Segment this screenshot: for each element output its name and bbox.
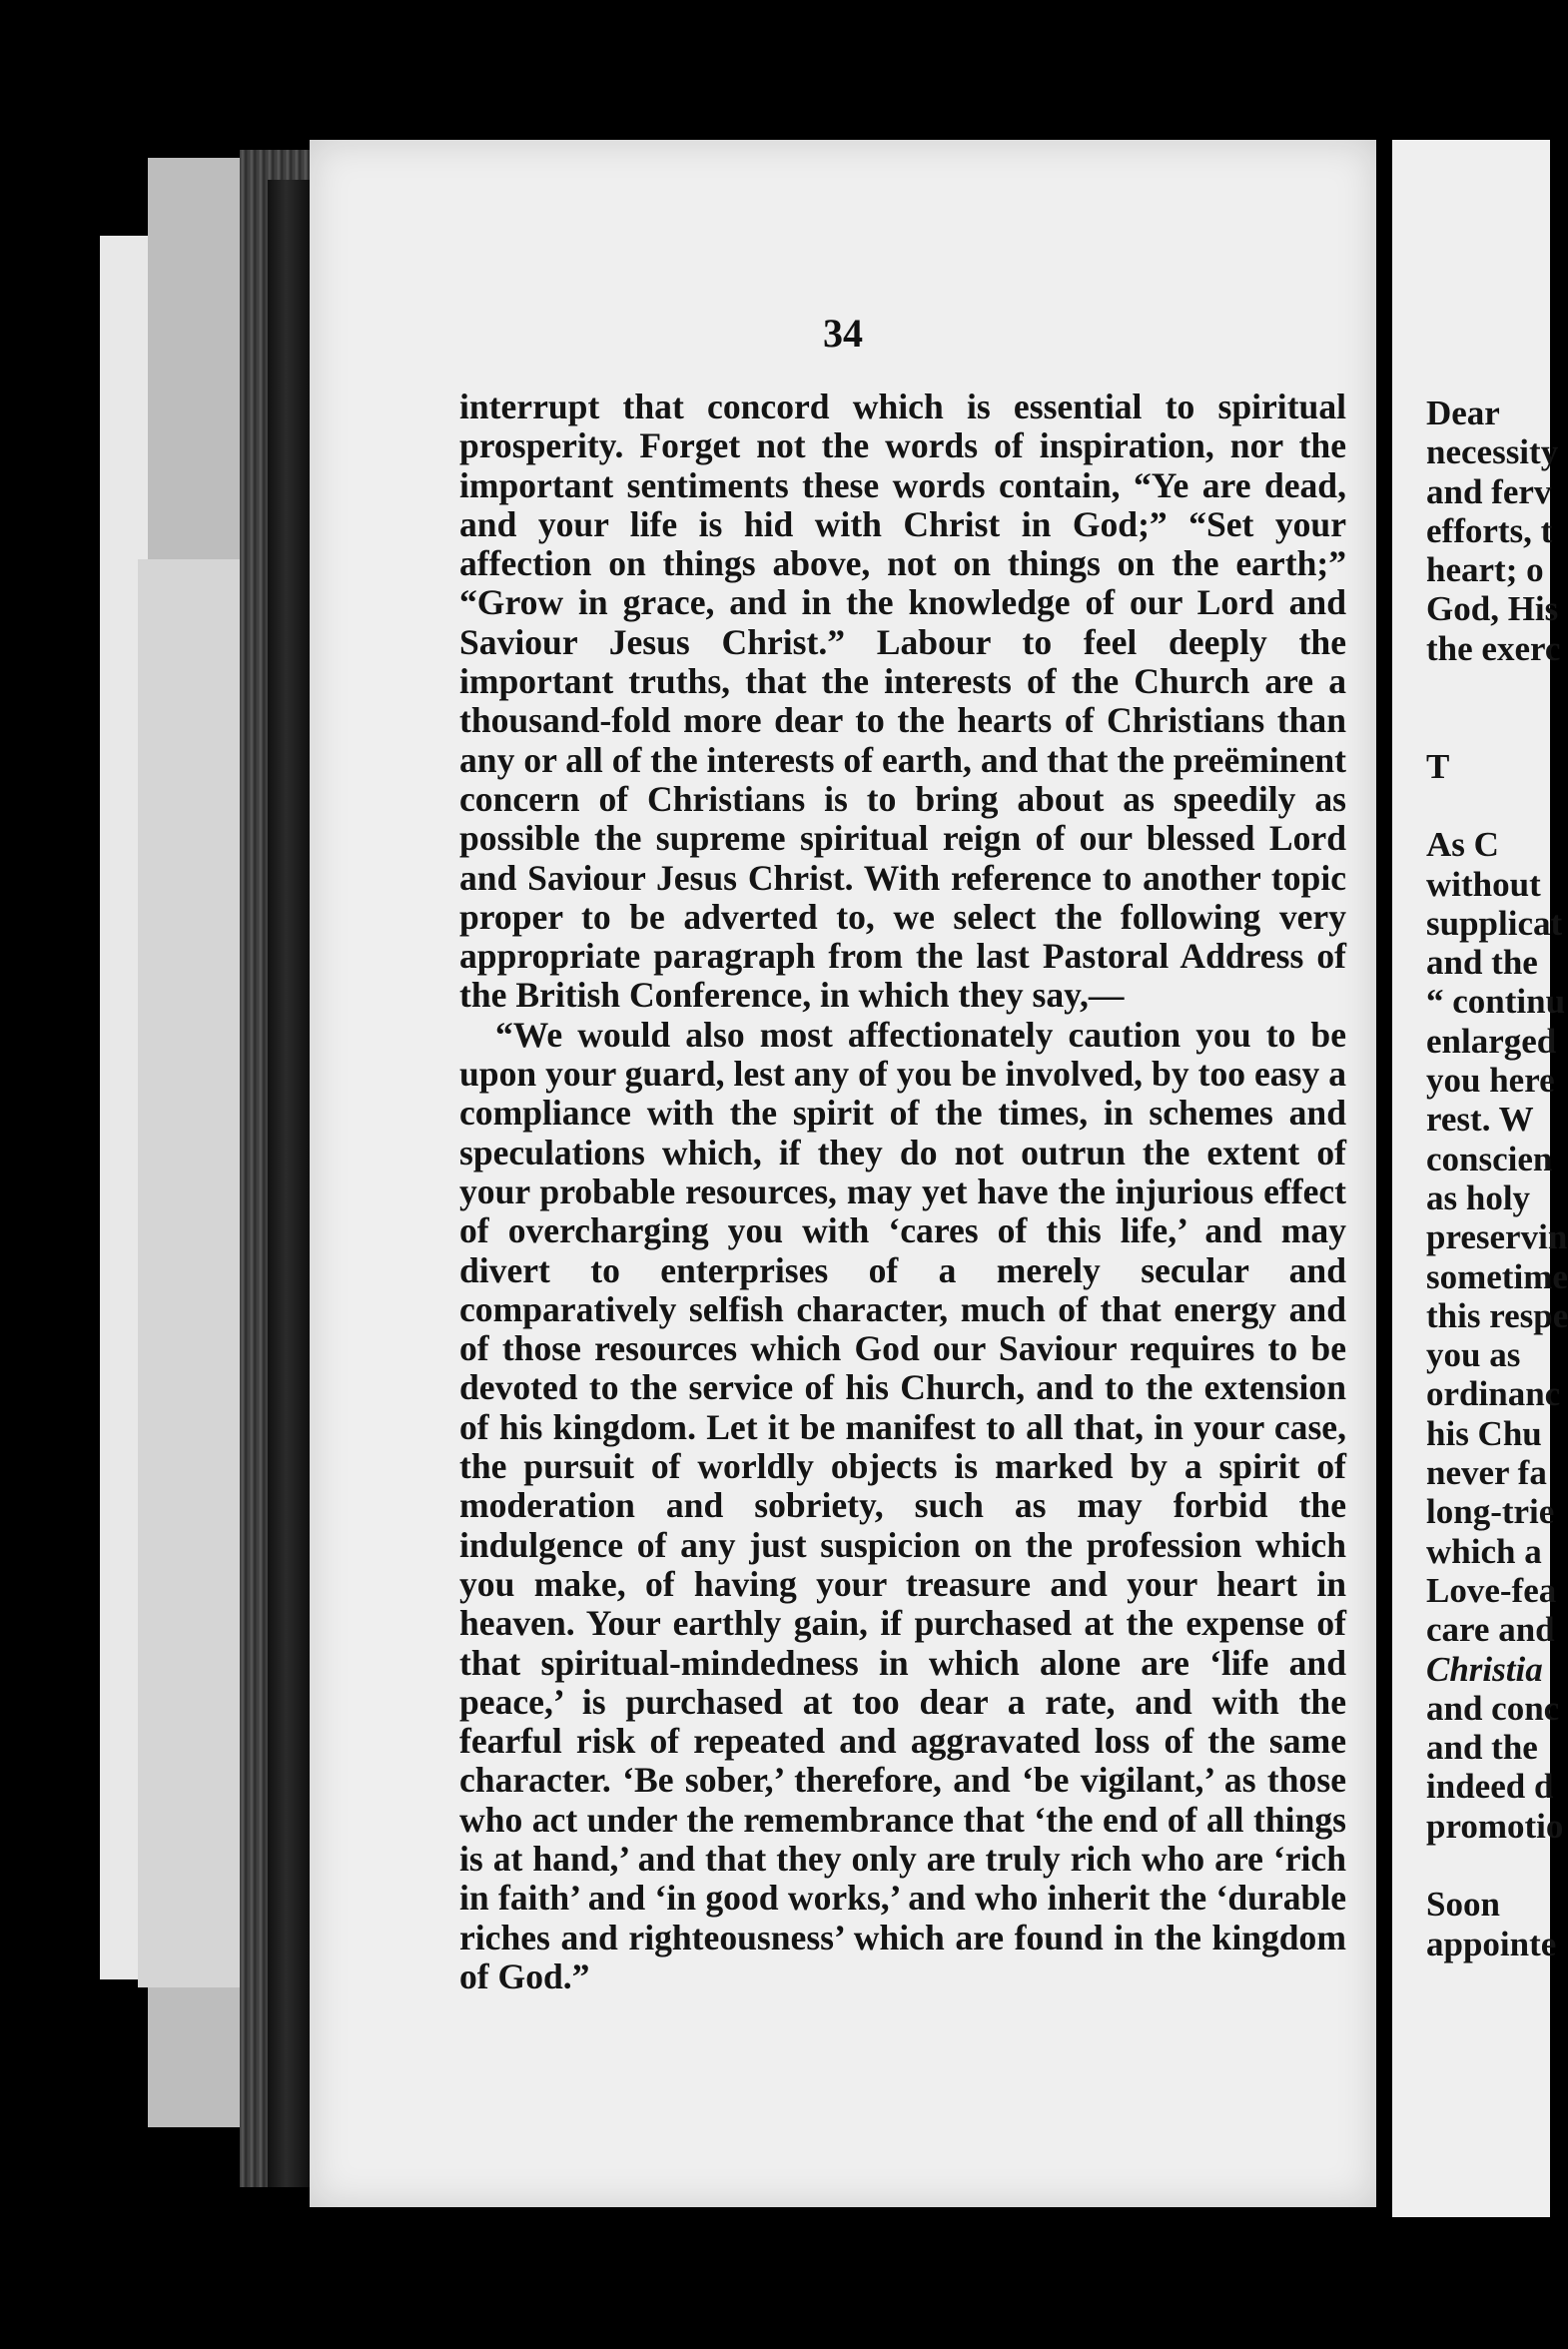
facing-page-line	[1426, 786, 1568, 825]
facing-page-line: care and	[1426, 1610, 1555, 1650]
facing-page-line: Christia	[1426, 1649, 1543, 1689]
facing-page-line: ordinanc	[1426, 1374, 1561, 1414]
facing-page-line: appointe	[1426, 1924, 1557, 1963]
facing-page-line: the exerc	[1426, 628, 1561, 668]
binding-shadow	[268, 180, 314, 2187]
facing-page-line: indeed d	[1426, 1767, 1554, 1807]
facing-page-line: efforts, t	[1426, 510, 1553, 550]
facing-page-line: sometime	[1426, 1256, 1568, 1296]
facing-page-line: promotio	[1426, 1806, 1564, 1846]
facing-page-line: preservin	[1426, 1217, 1568, 1257]
book-page	[310, 140, 1376, 2207]
page-body-text	[459, 388, 1346, 1996]
facing-page-line: supplicat	[1426, 903, 1563, 943]
facing-page-line: you here	[1426, 1061, 1555, 1101]
back-page-edge-lower	[138, 559, 246, 1987]
facing-page-line: his Chu	[1426, 1413, 1542, 1453]
facing-page-line: T	[1426, 746, 1450, 786]
facing-page-line: and the	[1426, 943, 1538, 983]
facing-page-line: Love-fea	[1426, 1570, 1557, 1610]
facing-page-line: long-trie	[1426, 1492, 1555, 1532]
facing-page-line: “ continu	[1426, 982, 1566, 1022]
facing-page-cropped	[1392, 140, 1568, 2217]
facing-page-line: God, His	[1426, 589, 1559, 629]
facing-page-text	[1426, 393, 1568, 1963]
facing-page-line: and conc	[1426, 1688, 1560, 1728]
facing-page-line: this respe	[1426, 1295, 1568, 1335]
facing-page-line: enlarged	[1426, 1021, 1557, 1061]
facing-page-line: which a	[1426, 1531, 1542, 1571]
facing-page-line: heart; o	[1426, 550, 1544, 590]
facing-page-line: rest. W	[1426, 1100, 1534, 1140]
facing-page-line: as holy	[1426, 1177, 1531, 1217]
facing-page-line: never fa	[1426, 1453, 1547, 1493]
facing-page-line: As C	[1426, 825, 1499, 865]
facing-page-line	[1426, 1846, 1568, 1885]
page-number: 34	[823, 311, 863, 356]
facing-page-line: and ferv	[1426, 471, 1552, 511]
page-gutter	[1376, 120, 1392, 2227]
facing-page-line: without	[1426, 864, 1541, 904]
facing-page-line	[1426, 707, 1568, 746]
facing-page-line: Dear	[1426, 393, 1500, 432]
facing-page-line: Soon	[1426, 1885, 1500, 1925]
paragraph: interrupt that concord which is essential to spiritual prosperity. Forget not the words of inspiration, nor the important sentiments these words contain, “Ye are dead, and your life is hid with Christ in God;” “Set your affection on things above, not on things on the earth;” “Grow in grace, and in the knowledge of our Lord and Saviour Jesus Christ.” Labour to feel deeply the important truths, that the interests of the Church are a thousand-fold more dear to the hearts of Christians than any or all of the interests of earth, and that the preëminent concern of Christians is to bring about as speedily as possible the supreme spiritual reign of our blessed Lord and Saviour Jesus Christ. With reference to another topic proper to be adverted to, we select the following very appropriate paragraph from the last Pastoral Address of the British Conference, in which they say,—	[459, 387, 1346, 1016]
facing-page-line: necessity	[1426, 432, 1559, 472]
facing-page-line: you as	[1426, 1335, 1521, 1375]
facing-page-line	[1426, 668, 1568, 707]
facing-page-line: conscien	[1426, 1139, 1553, 1178]
facing-page-line: and the	[1426, 1728, 1538, 1768]
paragraph-quote: “We would also most affectionately caution you to be upon your guard, lest any of you be involved, by too easy a compliance with the spirit of the times, in schemes and speculations which, if they do not outrun the extent of your probable resources, may yet have the injurious effect of overcharging you with ‘cares of this life,’ and may divert to enterprises of a merely secular and comparatively selfish character, much of that energy and of those resources which God our Saviour requires to be devoted to the service of his Church, and to the extension of his kingdom. Let it be manifest to all that, in your case, the pursuit of worldly objects is marked by a spirit of moderation and sobriety, such as may forbid the indulgence of any just suspicion on the profession which you make, of having your treasure and your heart in heaven. Your earthly gain, if purchased at the expense of that spiritual-mindedness in which alone are ‘life and peace,’ is purchased at too dear a rate, and with the fearful risk of repeated and aggravated loss of the same character. ‘Be sober,’ therefore, and ‘be vigilant,’ as those who act under the remembrance that ‘the end of all things is at hand,’ and that they only are truly rich who are ‘rich in faith’ and ‘in good works,’ and who inherit the ‘durable riches and righteousness’ which are found in the kingdom of God.”	[459, 1014, 1346, 1996]
